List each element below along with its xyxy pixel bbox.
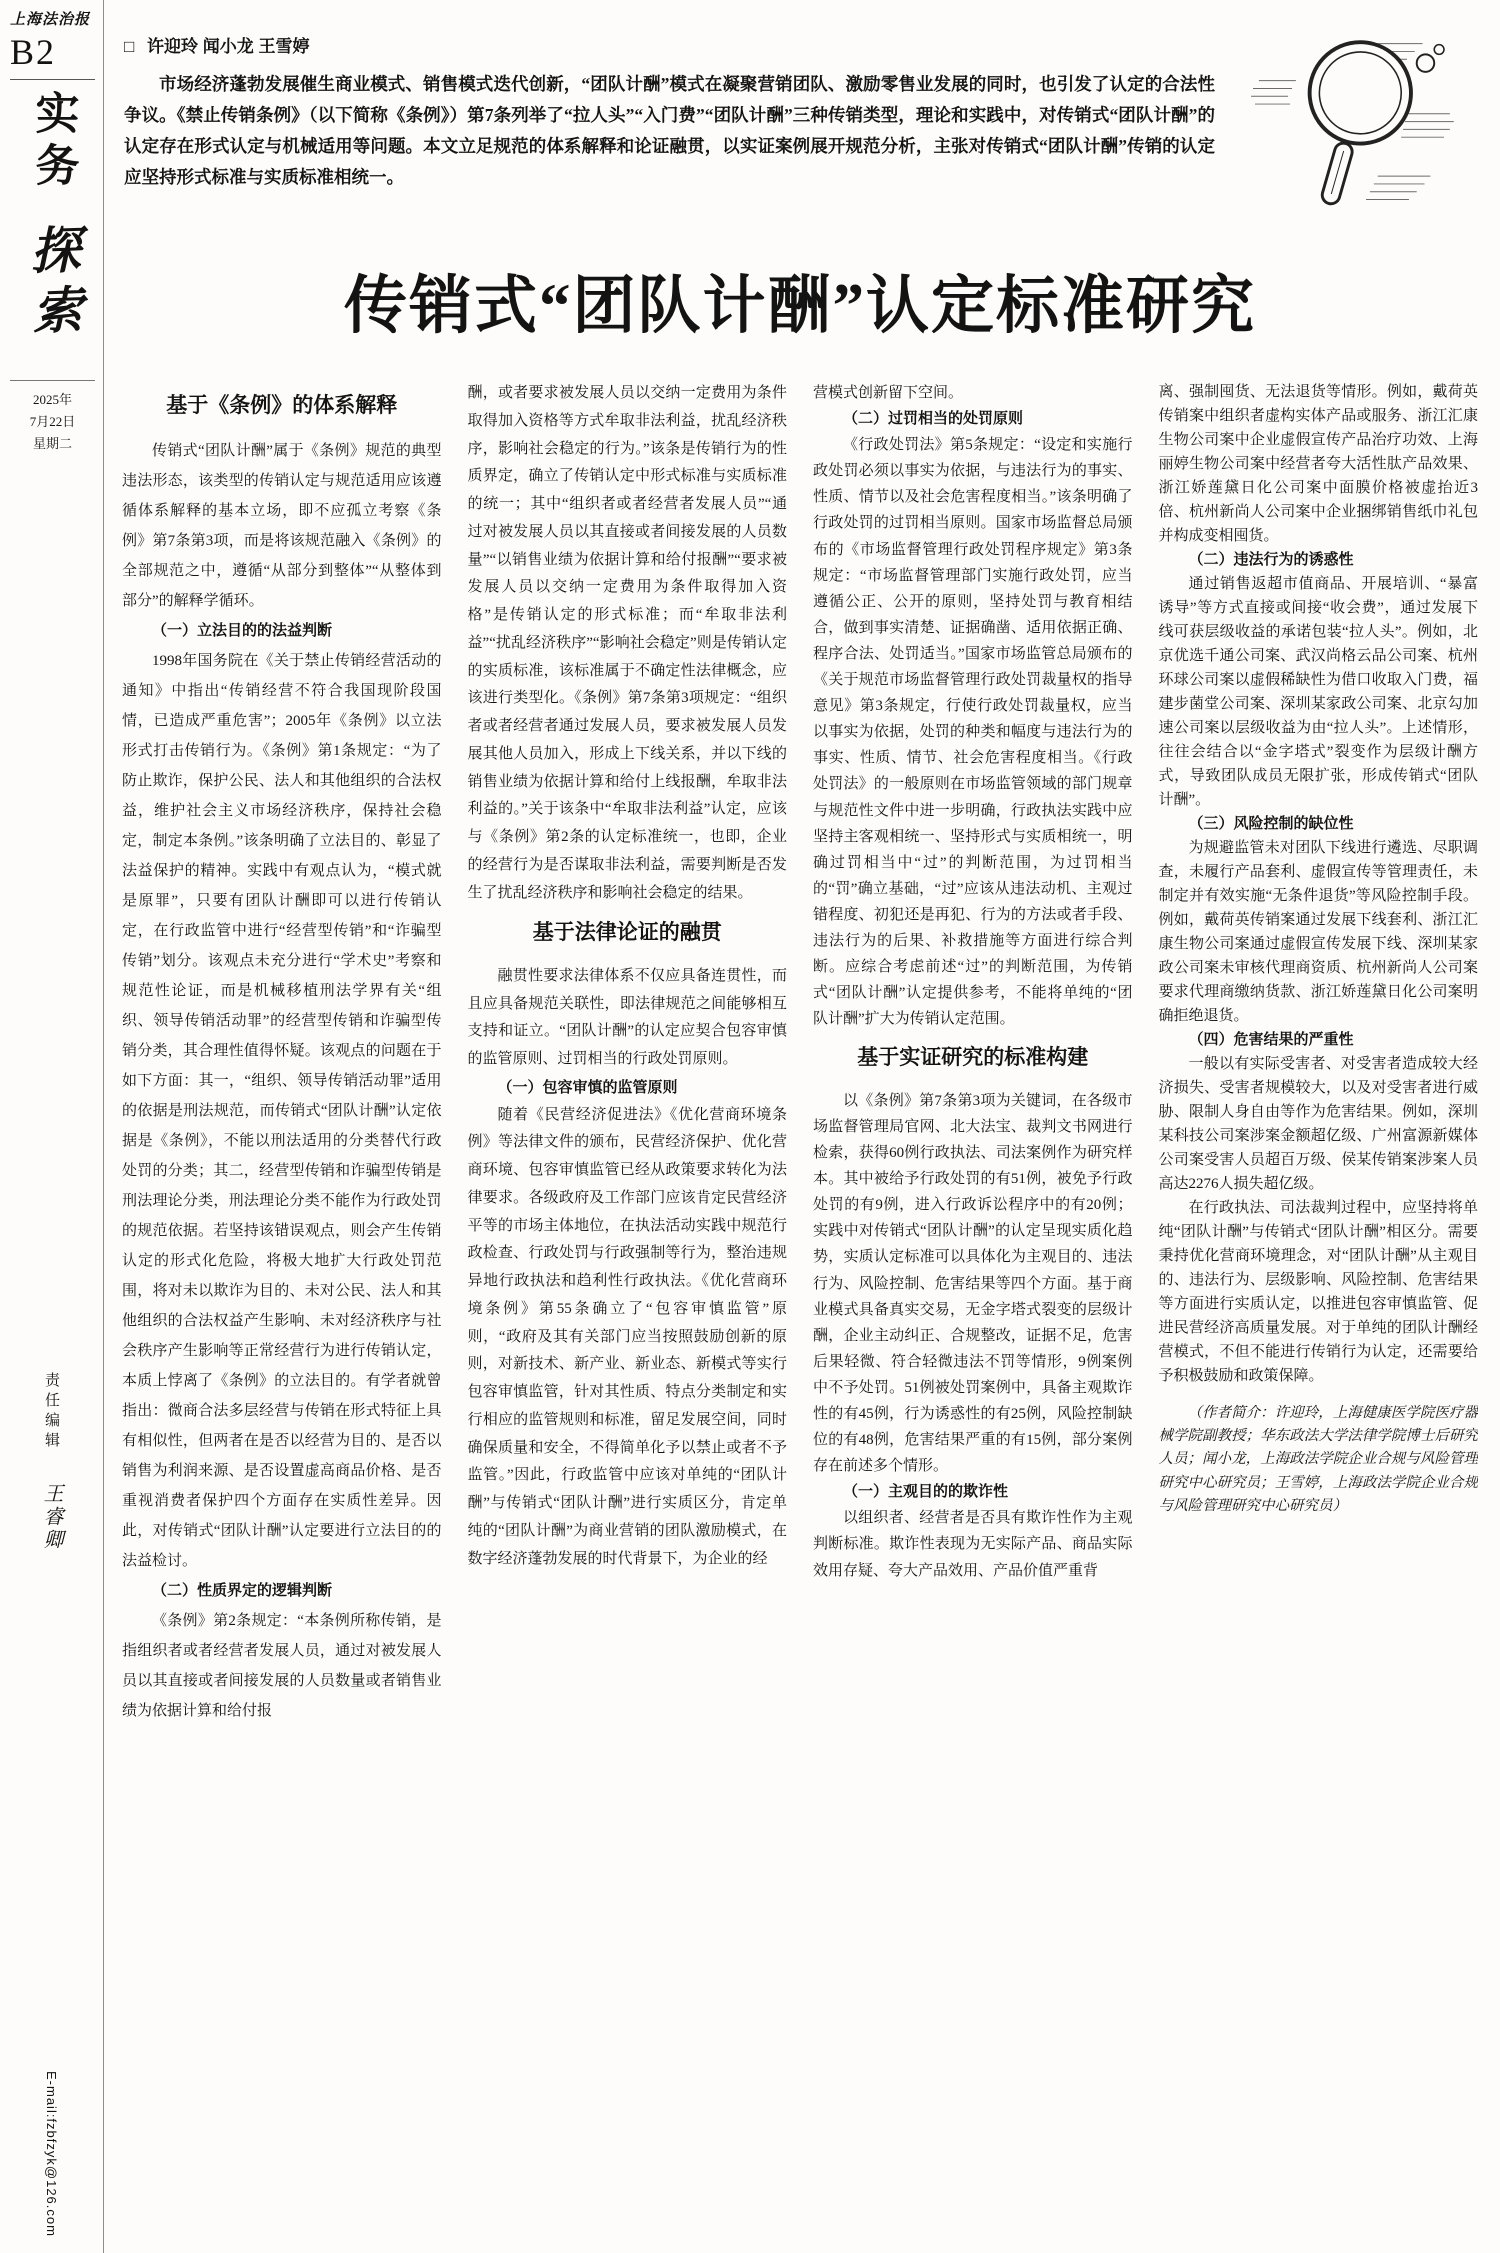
subsection-heading: （四）危害结果的严重性 (1188, 1031, 1354, 1048)
paragraph: 为规避监管未对团队下线进行遴选、尽职调查，未履行产品套利、虚假宣传等管理责任，未制定并有效实施“无条件退货”等风险控制手段。例如，戴荷英传销案通过发展下线套利、浙江汇康生物公司案通过虚假宣传发展下线、深圳某家政公司案未审核代理商资质、杭州新尚人公司案要求代理商缴纳货款、浙江娇莲黛日化公司案明确拒绝退货。 (1158, 840, 1478, 1024)
paragraph: 1998年国务院在《关于禁止传销经营活动的通知》中指出“传销经营不符合我国现阶段国情，已造成严重危害”；2005年《条例》以立法形式打击传销行为。《条例》第1条规定：“为了防止欺诈，保护公民、法人和其他组织的合法权益，维护社会主义市场经济秩序，保持社会稳定，制定本条例。”该条明确了立法目的、彰显了法益保护的精神。实践中有观点认为，“模式就是原罪”，只要有团队计酬即可以进行传销认定，在行政监管中进行“经营型传销”和“诈骗型传销”划分。该观点未充分进行“学术史”考察和规范性论证，而是机械移植刑法学界有关“组织、领导传销活动罪”的经营型传销和诈骗型传销分类，其合理性值得怀疑。该观点的问题在于如下方面：其一，“组织、领导传销活动罪”适用的依据是刑法规范，而传销式“团队计酬”认定依据是《条例》，不能以刑法适用的分类替代行政处罚的分类；其二，经营型传销和诈骗型传销是刑法理论分类，刑法理论分类不能作为行政处罚的规范依据。若坚持该错误观点，则会产生传销认定的形式化危险，将极大地扩大行政处罚范围，将对未以欺诈为目的、未对公民、法人和其他组织的合法权益产生影响、未对经济秩序与社会秩序产生影响等正常经营行为进行传销认定，本质上悖离了《条例》的立法目的。有学者就曾指出：微商合法多层经营与传销在形式特征上具有相似性，但两者在是否以经营为目的、是否以销售为利润来源、是否设置虚高商品价格、是否重视消费者保护四个方面存在实质性差异。因此，对传销式“团队计酬”认定要进行立法目的的法益检讨。 (122, 652, 442, 1569)
subsection-heading: （一）主观目的的欺诈性 (843, 1483, 1009, 1501)
editor-label: 责任编辑 (43, 1372, 59, 1452)
subsection-heading: （三）风险控制的缺位性 (1188, 815, 1354, 832)
date-monthday: 7月22日 (29, 414, 76, 430)
article-column-2 (468, 380, 788, 2238)
date-weekday: 星期二 (32, 436, 72, 452)
section-heading: 基于实证研究的标准构建 (857, 1046, 1089, 1070)
paragraph: 在行政执法、司法裁判过程中，应坚持将单纯“团队计酬”与传销式“团队计酬”相区分。需要秉持优化营商环境理念，对“团队计酬”从主观目的、违法行为、层级影响、风险控制、危害结果等方面进行实质认定，以推进包容审慎监管、促进民营经济高质量发展。对于单纯的团队计酬经营模式，不但不能进行传销行为认定，还需要给予积极鼓励和政策保障。 (1158, 1200, 1478, 1384)
paragraph: 《条例》第2条规定：“本条例所称传销，是指组织者或者经营者发展人员，通过对被发展人员以其直接或者间接发展的人员数量或者销售业绩为依据计算和给付报 (122, 1612, 442, 1719)
paragraph: 以组织者、经营者是否具有欺诈性作为主观判断标准。欺诈性表现为无实际产品、商品实际效用存疑、夸大产品效用、产品价值严重背 (813, 1510, 1133, 1579)
column-title-calligraphy: 探索 (22, 223, 83, 345)
paragraph: 融贯性要求法律体系不仅应具备连贯性，而且应具备规范关联性，即法律规范之间能够相互支持和证立。“团队计酬”的认定应契合包容审慎的监管原则、过罚相当的行政处罚原则。 (467, 967, 787, 1067)
paragraph: 传销式“团队计酬”属于《条例》规范的典型违法形态，该类型的传销认定与规范适用应该遵循体系解释的基本立场，即不应孤立考察《条例》第7条第3项，而是将该规范融入《条例》的全部规范之中，遵循“从部分到整体”“从整体到部分”的解释学循环。 (122, 442, 442, 609)
page-number: B2 (10, 32, 57, 72)
paper-name: 上海法治报 (10, 12, 91, 28)
article-columns (122, 380, 1478, 2238)
paragraph-continued: 营模式创新留下空间。 (813, 385, 964, 401)
article-column-1 (122, 380, 442, 2238)
subsection-heading: （二）过罚相当的处罚原则 (843, 410, 1024, 428)
paragraph: 《行政处罚法》第5条规定：“设定和实施行政处罚必须以事实为依据，与违法行为的事实、性质、情节以及社会危害程度相当。”该条明确了行政处罚的过罚相当原则。国家市场监督总局颁布的《市场监督管理行政处罚程序规定》第3条规定：“市场监督管理部门实施行政处罚，应当遵循公正、公开的原则，坚持处罚与教育相结合，做到事实清楚、证据确凿、适用依据正确、程序合法、处罚适当。”国家市场监管总局颁布的《关于规范市场监督管理行政处罚裁量权的指导意见》第3条规定，行使行政处罚裁量权，应当以事实为依据，处罚的种类和幅度与违法行为的事实、性质、情节、社会危害程度相当。《行政处罚法》的一般原则在市场监管领域的部门规章与规范性文件中进一步明确，行政执法实践中应坚持主客观相统一、坚持形式与实质相统一，明确过罚相当中“过”的判断范围，为过罚相当的“罚”确立基础，“过”应该从违法动机、主观过错程度、初犯还是再犯、行为的方法或者手段、违法行为的后果、补救措施等方面进行综合判断。应综合考虑前述“过”的判断范围，为传销式“团队计酬”认定提供参考，不能将单纯的“团队计酬”扩大为传销认定范围。 (813, 437, 1133, 1028)
date-block (10, 380, 95, 455)
subsection-heading: （一）包容审慎的监管原则 (497, 1078, 678, 1096)
article-abstract: 市场经济蓬勃发展催生商业模式、销售模式迭代创新，“团队计酬”模式在凝聚营销团队、激励零售业发展的同时，也引发了认定的合法性争议。《禁止传销条例》（以下简称《条例》）第7条列举了“拉人头”“入门费”“团队计酬”三种传销类型，理论和实践中，对传销式“团队计酬”的认定存在形式认定与机械适用等问题。本文立足规范的体系解释和论证融贯，以实证案例展开规范分析，主张对传销式“团队计酬”传销的认定应坚持形式标准与实质标准相统一。 (124, 74, 1215, 188)
byline-authors: 许迎玲 闻小龙 王雪婷 (147, 37, 310, 56)
paragraph: 通过销售返超市值商品、开展培训、“暴富诱导”等方式直接或间接“收会费”，通过发展下线可获层级收益的承诺包装“拉人头”。例如，北京优选千通公司案、武汉尚格云品公司案、杭州环球公司案以虚假稀缺性为借口收取入门费，福建步菌堂公司案、深圳某家政公司案、北京勾加速公司案以层级收益为由“拉人头”。上述情形，往往会结合以“金字塔式”裂变作为层级计酬方式，导致团队成员无限扩张，形成传销式“团队计酬”。 (1158, 576, 1478, 808)
paragraph: 以《条例》第7条第3项为关键词，在各级市场监督管理局官网、北大法宝、裁判文书网进行检索，获得60例行政执法、司法案例作为研究样本。其中被给予行政处罚的有51例，被免予行政处罚的有9例，进入行政诉讼程序中的有20例；实践中对传销式“团队计酬”的认定呈现实质化趋势，实质认定标准可以具体化为主观目的、违法行为、风险控制、危害结果等四个方面。基于商业模式具备真实交易，无金字塔式裂变的层级计酬，企业主动纠正、合规整改，证据不足，危害后果轻微、符合轻微违法不罚等情形，9例案例中不予处罚。51例被处罚案例中，具备主观欺诈性的有45例，行为诱惑性的有25例，风险控制缺位的有48例，危害结果严重的有15例，部分案例存在前述多个情形。 (813, 1092, 1133, 1475)
magnifying-glass-icon (1231, 30, 1466, 220)
article-column-4 (1159, 380, 1479, 2238)
author-bio: （作者简介：许迎玲，上海健康医学院医疗器械学院副教授；华东政法大学法律学院博士后研究人员；闻小龙，上海政法学院企业合规与风险管理研究中心研究员；王雪婷，上海政法学院企业合规与风险管理研究中心研究员） (1158, 1405, 1478, 1514)
section-name: 实务 (28, 90, 78, 194)
section-heading: 基于法律论证的融贯 (532, 921, 722, 945)
paragraph: 一般以有实际受害者、对受害者造成较大经济损失、受害者规模较大，以及对受害者进行威胁、限制人身自由等作为危害结果。例如，深圳某科技公司案涉案金额超亿级、广州富源新媒体公司案受害人员超百万级、侯某传销案涉案人员高达2276人损失超亿级。 (1158, 1056, 1478, 1192)
article-content (104, 0, 1500, 2253)
date-year: 2025年 (32, 392, 72, 407)
headline: 传销式“团队计酬”认定标准研究 (344, 271, 1256, 341)
editor-name: 王睿卿 (40, 1483, 62, 1552)
article-column-3 (813, 380, 1133, 2238)
subsection-heading: （一）立法目的的法益判断 (152, 621, 333, 639)
byline (124, 32, 1225, 57)
email-address: E-mail:fzbfzyk@126.com (44, 2071, 59, 2237)
subsection-heading: （二）违法行为的诱惑性 (1188, 551, 1354, 568)
article-header-text (122, 26, 1225, 194)
magnifier-illustration (1225, 26, 1478, 225)
section-heading: 基于《条例》的体系解释 (166, 394, 398, 417)
paragraph-continued: 酬，或者要求被发展人员以交纳一定费用为条件取得加入资格等方式牟取非法利益，扰乱经济秩序，影响社会稳定的行为。”该条是传销行为的性质界定，确立了传销认定中形式标准与实质标准的统一；其中“组织者或者经营者发展人员”“通过对被发展人员以其直接或者间接发展的人员数量”“以销售业绩为依据计算和给付报酬”“要求被发展人员以交纳一定费用为条件取得加入资格”是传销认定的形式标准；而“牟取非法利益”“扰乱经济秩序”“影响社会稳定”则是传销认定的实质标准，该标准属于不确定性法律概念，应该进行类型化。《条例》第7条第3项规定：“组织者或者经营者通过发展人员，要求被发展人员发展其他人员加入，形成上下线关系，并以下线的销售业绩为依据计算和给付上线报酬，牟取非法利益的。”关于该条中“牟取非法利益”认定，应该与《条例》第2条的认定标准统一，也即，企业的经营行为是否谋取非法利益，需要判断是否发生了扰乱经济秩序和影响社会稳定的结果。 (467, 385, 787, 901)
article-header (122, 26, 1478, 225)
subsection-heading: （二）性质界定的逻辑判断 (152, 1581, 333, 1599)
paragraph: 随着《民营经济促进法》《优化营商环境条例》等法律文件的颁布，民营经济保护、优化营商环境、包容审慎监管已经从政策要求转化为法律要求。各级政府及工作部门应该肯定民营经济平等的市场主体地位，在执法活动实践中规范行政检查、行政处罚与行政强制等行为，整治违规异地行政执法和趋利性行政执法。《优化营商环境条例》第55条确立了“包容审慎监管”原则，“政府及其有关部门应当按照鼓励创新的原则，对新技术、新产业、新业态、新模式等实行包容审慎监管，针对其性质、特点分类制定和实行相应的监管规则和标准，留足发展空间，同时确保质量和安全，不得简单化予以禁止或者不予监管。”因此，行政监管中应该对单纯的“团队计酬”与传销式“团队计酬”进行实质区分，肯定单纯的“团队计酬”为商业营销的团队激励模式，在数字经济蓬勃发展的时代背景下，为企业的经 (467, 1106, 787, 1567)
masthead (0, 0, 104, 2253)
byline-marker: □ (124, 37, 135, 56)
masthead-divider (10, 79, 95, 80)
editor-credit (37, 1372, 66, 1552)
paragraph-continued: 离、强制囤货、无法退货等情形。例如，戴荷英传销案中组织者虚构实体产品或服务、浙江汇康生物公司案中企业虚假宣传产品治疗功效、上海丽婷生物公司案中经营者夸大活性肽产品效果、浙江娇莲黛日化公司案中面膜价格被虚抬近3倍、杭州新尚人公司案中企业捆绑销售纸巾礼包并构成变相囤货。 (1158, 384, 1478, 544)
